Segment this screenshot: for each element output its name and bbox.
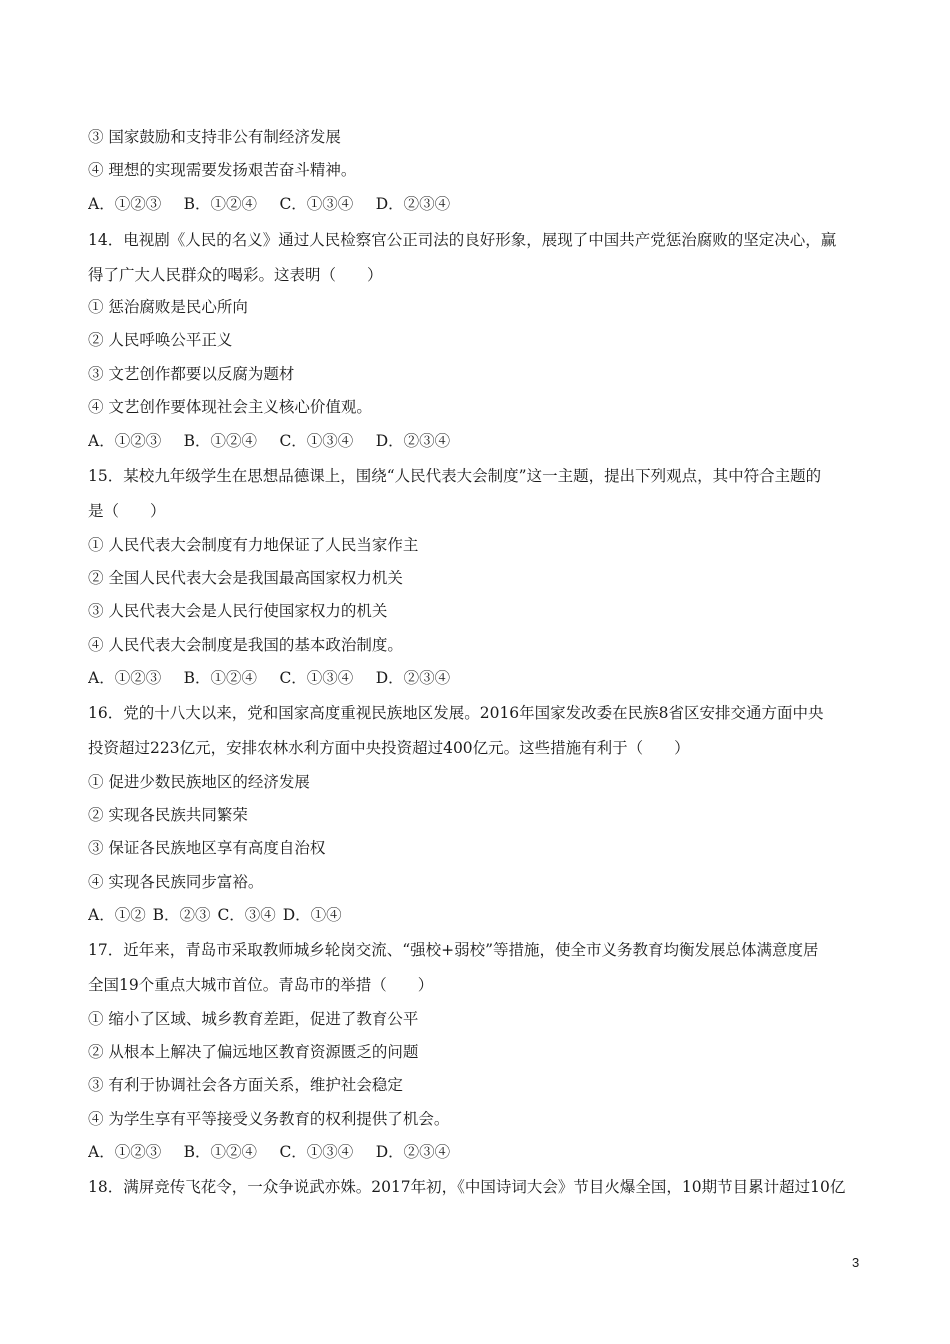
option-line: ④ 实现各民族同步富裕。 [88,873,264,891]
option-line: ③ 人民代表大会是人民行使国家权力的机关 [88,602,388,620]
option-line: ④ 文艺创作要体现社会主义核心价值观。 [88,398,372,416]
page-number: 3 [852,1255,860,1270]
option-line: ④ 人民代表大会制度是我国的基本政治制度。 [88,636,403,654]
question-14-stem: 14．电视剧《人民的名义》通过人民检察官公正司法的良好形象，展现了中国共产党惩治腐败的坚定决心，赢 [88,231,837,249]
option-line: ③ 国家鼓励和支持非公有制经济发展 [88,128,341,146]
option-line: ① 促进少数民族地区的经济发展 [88,773,310,791]
question-14-stem-continued: 得了广大人民群众的喝彩。这表明（ ） [88,266,383,284]
option-line: ③ 有利于协调社会各方面关系，维护社会稳定 [88,1076,403,1094]
answer-choices: A．①②③ B．①②④ C．①③④ D．②③④ [88,432,451,450]
option-line: ② 实现各民族共同繁荣 [88,806,248,824]
option-line: ④ 理想的实现需要发扬艰苦奋斗精神。 [88,161,357,179]
option-line: ② 从根本上解决了偏远地区教育资源匮乏的问题 [88,1043,419,1061]
option-line: ④ 为学生享有平等接受义务教育的权利提供了机会。 [88,1110,450,1128]
option-line: ② 人民呼唤公平正义 [88,331,233,349]
answer-choices: A．①②③ B．①②④ C．①③④ D．②③④ [88,669,451,687]
question-15-stem-continued: 是（ ） [88,502,166,520]
question-17-stem-continued: 全国19个重点大城市首位。青岛市的举措（ ） [88,976,434,994]
option-line: ③ 文艺创作都要以反腐为题材 [88,365,295,383]
option-line: ① 缩小了区域、城乡教育差距，促进了教育公平 [88,1010,419,1028]
option-line: ① 惩治腐败是民心所向 [88,298,248,316]
answer-choices: A．①② B．②③ C．③④ D．①④ [88,906,342,924]
question-17-stem: 17．近年来，青岛市采取教师城乡轮岗交流、“强校+弱校”等措施，使全市义务教育均衡发展总体满意度居 [88,941,819,959]
question-15-stem: 15．某校九年级学生在思想品德课上，围绕“人民代表大会制度”这一主题，提出下列观点，其中符合主题的 [88,467,822,485]
option-line: ① 人民代表大会制度有力地保证了人民当家作主 [88,536,419,554]
question-16-stem-continued: 投资超过223亿元，安排农林水利方面中央投资超过400亿元。这些措施有利于（ ） [88,739,690,757]
answer-choices: A．①②③ B．①②④ C．①③④ D．②③④ [88,1143,451,1161]
option-line: ③ 保证各民族地区享有高度自治权 [88,839,326,857]
question-18-stem: 18．满屏竞传飞花令，一众争说武亦姝。2017年初，《中国诗词大会》节目火爆全国，10期节目累计超过10亿 [88,1178,846,1196]
option-line: ② 全国人民代表大会是我国最高国家权力机关 [88,569,403,587]
answer-choices: A．①②③ B．①②④ C．①③④ D．②③④ [88,195,451,213]
question-16-stem: 16．党的十八大以来，党和国家高度重视民族地区发展。2016年国家发改委在民族8省区安排交通方面中央 [88,704,824,722]
